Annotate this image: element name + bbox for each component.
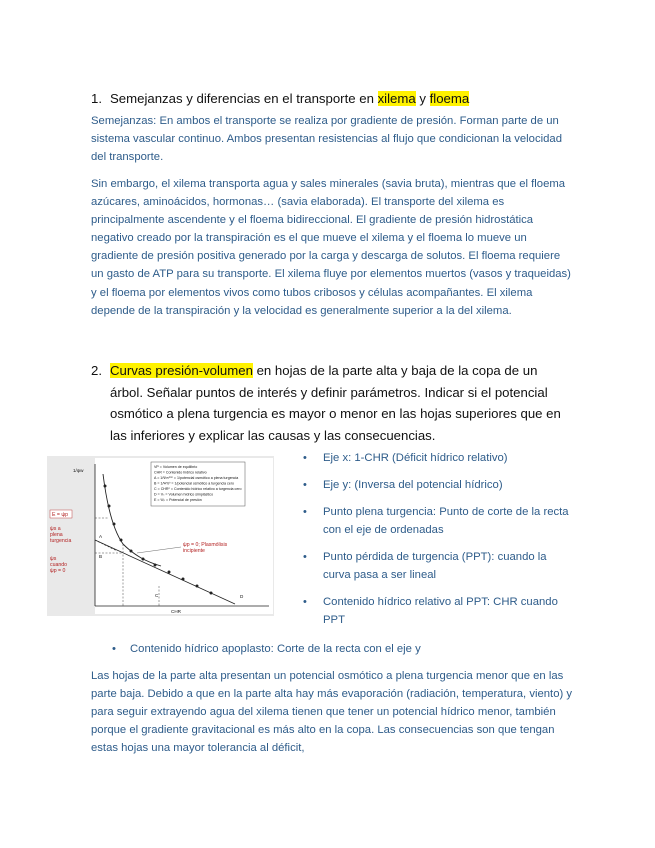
section-2-title [91,360,563,446]
label-ps-full-turgor-1: ψs a [50,526,61,532]
data-point [120,539,123,542]
section-1-title-text: Semejanzas y diferencias en el transporte en [110,91,378,106]
data-point [196,585,199,588]
section-2-title-text: en hojas de la parte alta y baja de la copa de un árbol. Señalar puntos de interés y definir parámetros. Indicar si el potencial osmótico a plena turgencia es mayor o menor en las hojas superiores que en las inferiores y explicar las causas y las consecuencias. [110,363,561,443]
legend-item-d: D = Vₛ = Volumen hídrico simplástico [154,492,214,497]
highlight-xilema: xilema [377,91,416,106]
section-1-title [91,88,571,110]
legend-item-c: C = CHR⁰ = Contenido hídrico relativo a turgencia cero [154,487,242,491]
section-1-title-conj: y [415,91,430,106]
data-point [168,571,171,574]
highlight-floema: floema [429,91,470,106]
legend-item-b: B = 1/Ψπ⁰ = 1/potencial osmótico a turgencia cero [154,481,235,486]
plasmolysis-label-line2: incipiente [183,548,205,554]
bullet-contenido-apoplasto: • Contenido hídrico apoplasto: Corte de la recta con el eje y [112,640,421,658]
section-2-paragraph: Las hojas de la parte alta presentan un potencial osmótico a plena turgencia menor que en las parte baja. Debido a que en la parte alta hay más evaporación (radiación, temperatura, viento) y para seguir extrayendo agua del xilema tienen que tener un potencial hídrico menor, también porque el gradiente gravitacional es más alto en la copa. Las consecuencias son que tengan estas hojas una mayor tolerancia al déficit, [91,670,573,755]
data-point [108,505,111,508]
label-ps-zero-2: cuando [50,562,68,568]
bullet-perdida-turgencia: • Punto pérdida de turgencia (PPT): cuando la curva pasa a ser lineal [303,548,571,584]
label-ps-zero-3: ψp = 0 [50,568,66,574]
legend-item-vp: VP = Volumen de equilibrio [154,465,198,469]
x-axis-label: CHR [171,609,181,614]
legend-item-chr: CHR = Contenido hídrico relativo [154,470,207,475]
section-1-number: 1. [91,91,102,106]
label-ps-zero-1: ψs [50,556,57,562]
bullet-plena-turgencia: • Punto plena turgencia: Punto de corte de la recta con el eje de ordenadas [303,503,571,539]
data-point [182,578,185,581]
point-b-label: B [99,554,103,559]
point-d-label: D [240,594,244,599]
point-a-label: A [99,534,103,539]
bullet-chr-ppt: • Contenido hídrico relativo al PPT: CHR cuando PPT [303,593,571,629]
section-1-paragraph-semejanzas: Semejanzas: En ambos el transporte se realiza por gradiente de presión. Forman parte de un sistema vascular continuo. Ambos presentan resistencias al flujo que condicionan la velocidad del transporte. [91,115,562,164]
plasmolysis-label-line1: ψp = 0; Plasmólisis [183,542,228,548]
section-1-paragraph-diferencias: Sin embargo, el xilema transporta agua y sales minerales (savia bruta), mientras que el floema azúcares, aminoácidos, hormonas… (savia elaborada). El transporte del xilema es principalmente ascendente y el floema bidireccional. El gradiente de presión hidrostática negativo creado por la transpiración es el que mueve el xilema y el floema lo mueve un gradiente de presión positiva generado por la carga y descarga de solutos. El floema requiere un gasto de ATP para su transporte. El xilema fluye por elementos muertos (vasos y traqueidas) y el floema por elementos vivos como tubos cribosos y células acompañantes. El xilema depende de la transpiración y la velocidad es generalmente superior a la del xilema. [91,178,571,317]
label-e: E = ψp [52,512,68,518]
point-c-label: C [155,593,159,598]
bullet-eje-x: • Eje x: 1-CHR (Déficit hídrico relativo) [303,449,571,467]
label-ps-full-turgor-2: plena [50,532,63,538]
data-point [130,550,133,553]
highlight-curvas: Curvas presión-volumen [110,363,253,378]
data-point [104,485,107,488]
legend-item-a: A = 1/Ψπ¹⁰⁰ = 1/potencial osmótico a plena turgencia [154,476,239,480]
data-point [113,523,116,526]
pressure-volume-chart [47,456,274,616]
section-2-number: 2. [91,363,102,378]
data-point [154,564,157,567]
label-ps-full-turgor-3: turgencia [50,538,72,544]
figure-parameter-list [303,449,571,638]
data-point [210,592,213,595]
pressure-volume-figure [47,456,274,616]
y-axis-label: 1/ψw [73,468,84,473]
legend-item-e: E = Ψₚ = Potencial de presión [154,498,202,502]
data-point [142,558,145,561]
bullet-eje-y: • Eje y: (Inversa del potencial hídrico) [303,476,571,494]
